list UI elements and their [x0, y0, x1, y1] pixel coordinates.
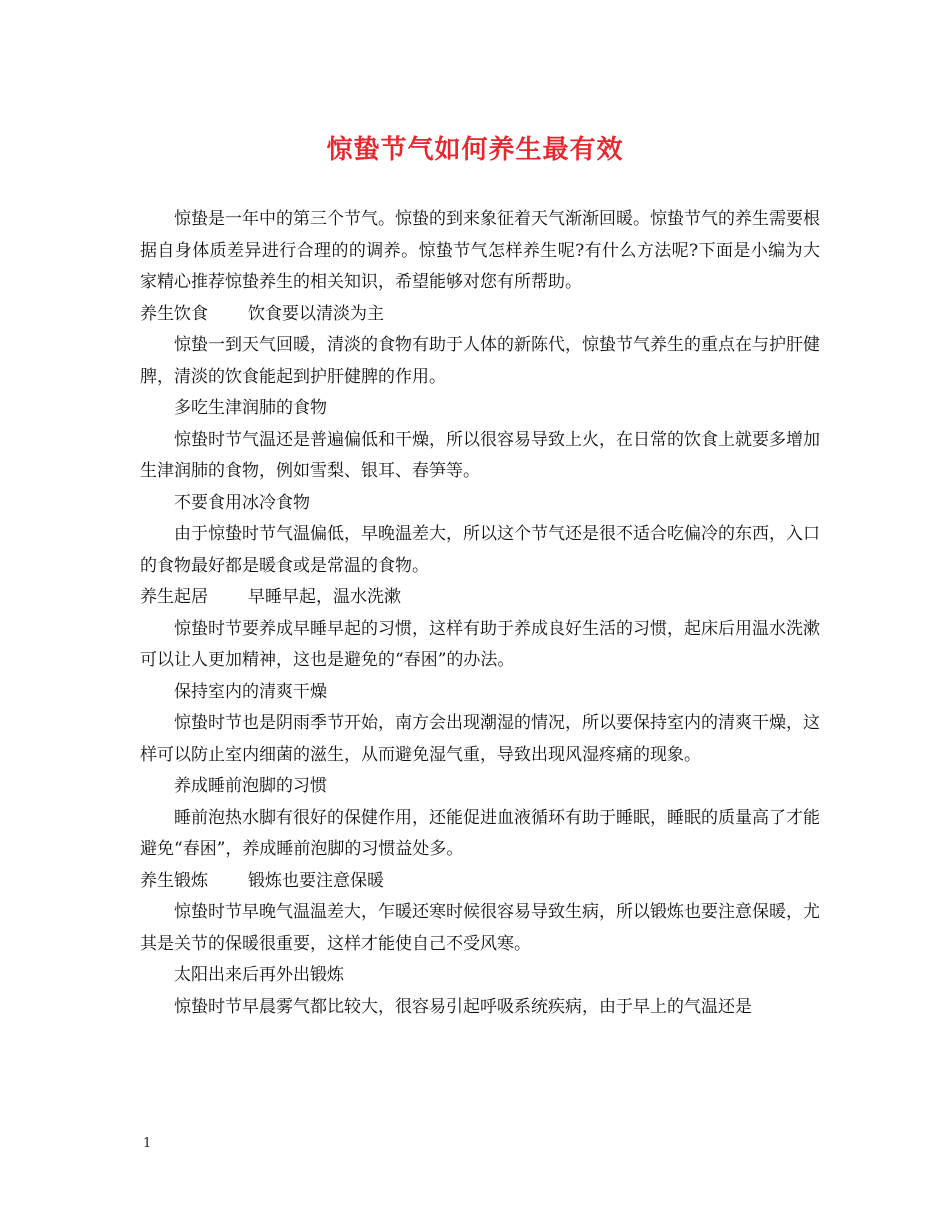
section-category: 养生锻炼: [140, 870, 208, 891]
section-subtitle: 锻炼也要注意保暖: [248, 870, 384, 891]
subheading: 不要食用冰冷食物: [174, 492, 310, 513]
subheading: 多吃生津润肺的食物: [174, 398, 327, 418]
section-heading-diet: [140, 299, 820, 331]
paragraph: 惊蛰一到天气回暖，清淡的食物有助于人体的新陈代，惊蛰节气养生的重点在与护肝健脾，清淡的饮食能起到护肝健脾的作用。: [140, 335, 820, 387]
document-body: [140, 204, 820, 1023]
section-category: 养生饮食: [140, 303, 208, 324]
subheading: 太阳出来后再外出锻炼: [174, 965, 344, 985]
page-number: 1: [143, 1136, 152, 1151]
subheading: 保持室内的清爽干燥: [174, 681, 327, 702]
paragraph: 惊蛰时节气温还是普遍偏低和干燥，所以很容易导致上火，在日常的饮食上就要多增加生津润肺的食物，例如雪梨、银耳、春笋等。: [140, 429, 820, 481]
section-heading-exercise: [140, 866, 820, 898]
paragraph: 惊蛰时节早晚气温温差大，乍暖还寒时候很容易导致生病，所以锻炼也要注意保暖，尤其是关节的保暖很重要，这样才能使自己不受风寒。: [140, 902, 820, 954]
section-category: 养生起居: [140, 587, 208, 607]
intro-paragraph: 惊蛰是一年中的第三个节气。惊蛰的到来象征着天气渐渐回暖。惊蛰节气的养生需要根据自身体质差异进行合理的的调养。惊蛰节气怎样养生呢?有什么方法呢?下面是小编为大家精心推荐惊蛰养生的相关知识，希望能够对您有所帮助。: [140, 209, 820, 292]
page-title: 惊蛰节气如何养生最有效: [326, 135, 624, 165]
section-subtitle: 早睡早起，温水洗漱: [248, 587, 401, 607]
section-subtitle: 饮食要以清淡为主: [248, 303, 384, 324]
paragraph: 惊蛰时节也是阴雨季节开始，南方会出现潮湿的情况，所以要保持室内的清爽干燥，这样可以防止室内细菌的滋生，从而避免湿气重，导致出现风湿疼痛的现象。: [140, 713, 820, 765]
paragraph: 惊蛰时节早晨雾气都比较大，很容易引起呼吸系统疾病，由于早上的气温还是: [174, 996, 752, 1017]
section-heading-living: [140, 582, 820, 614]
paragraph: 惊蛰时节要养成早睡早起的习惯，这样有助于养成良好生活的习惯，起床后用温水洗漱可以让人更加精神，这也是避免的“春困”的办法。: [140, 618, 820, 670]
paragraph: 睡前泡热水脚有很好的保健作用，还能促进血液循环有助于睡眠，睡眠的质量高了才能避免“春困”，养成睡前泡脚的习惯益处多。: [140, 807, 820, 859]
subheading: 养成睡前泡脚的习惯: [174, 776, 327, 796]
paragraph: 由于惊蛰时节气温偏低，早晚温差大，所以这个节气还是很不适合吃偏冷的东西，入口的食物最好都是暖食或是常温的食物。: [140, 524, 820, 576]
